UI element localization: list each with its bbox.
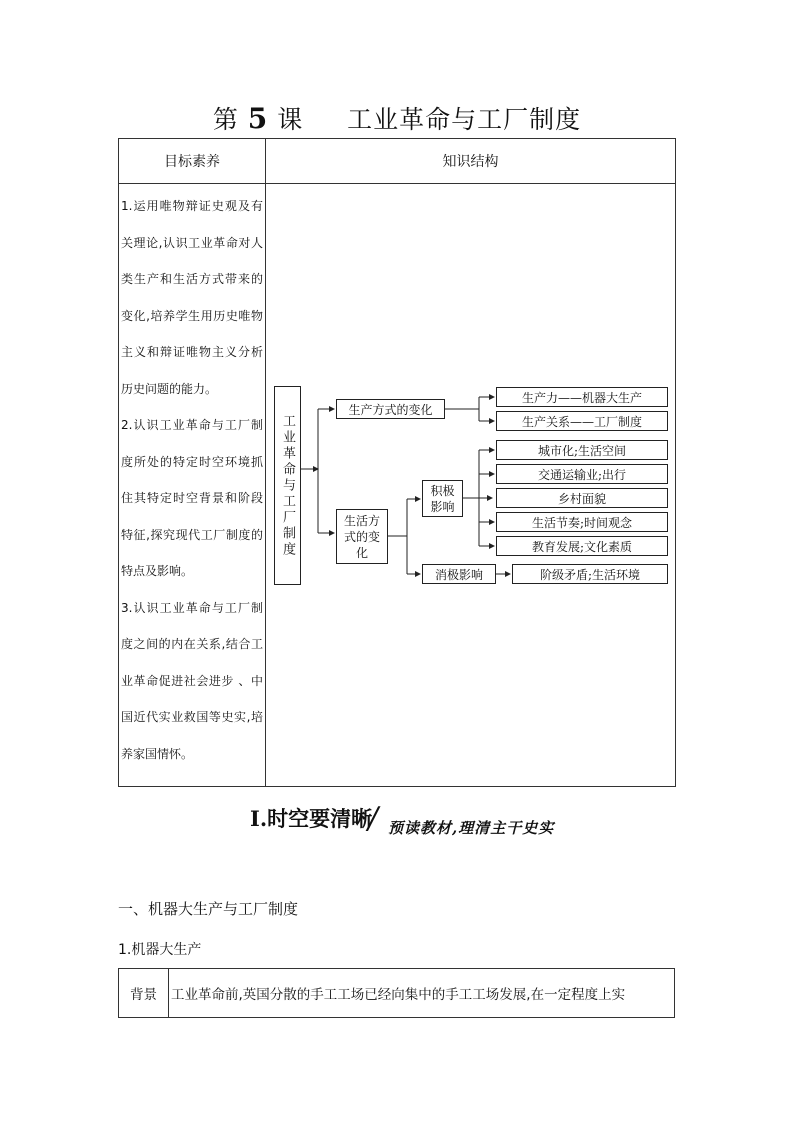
goals-cell [119, 184, 266, 787]
node-productivity: 生产力——机器大生产 [496, 387, 668, 407]
negative-item: 阶级矛盾;生活环境 [512, 564, 668, 584]
node-life: 生活方式的变化 [336, 509, 388, 564]
knowledge-structure-cell [266, 184, 676, 787]
positive-item: 教育发展;文化素质 [496, 536, 668, 556]
page-title [0, 100, 794, 136]
diagram-connectors [266, 184, 676, 788]
header-goals: 目标素养 [119, 139, 266, 184]
positive-item: 生活节奏;时间观念 [496, 512, 668, 532]
goal-item: 2.认识工业革命与工厂制度所处的特定时空环境抓住其特定时空背景和阶段特征,探究现代工厂制度的特点及影响。 [121, 418, 263, 578]
node-positive: 积极影响 [422, 480, 463, 517]
lesson-number: 5 [247, 102, 269, 135]
positive-item: 乡村面貌 [496, 488, 668, 508]
heading-level-2: 1.机器大生产 [118, 942, 202, 958]
slash-divider: / [368, 801, 379, 836]
node-negative: 消极影响 [422, 564, 496, 584]
section-title: Ⅰ.时空要清晰 [250, 806, 373, 831]
node-production: 生产方式的变化 [336, 399, 445, 419]
background-table [118, 968, 675, 1018]
node-relations: 生产关系——工厂制度 [496, 411, 668, 431]
goal-item: 1.运用唯物辩证史观及有关理论,认识工业革命对人类生产和生活方式带来的变化,培养学生用历史唯物主义和辩证唯物主义分析历史问题的能力。 [121, 199, 263, 396]
heading-level-1: 一、机器大生产与工厂制度 [118, 900, 299, 918]
lesson-title-text: 工业革命与工厂制度 [347, 105, 582, 134]
lesson-overview-table [118, 138, 676, 787]
section-header [0, 803, 794, 843]
header-structure: 知识结构 [266, 139, 676, 184]
positive-item: 交通运输业;出行 [496, 464, 668, 484]
goal-item: 3.认识工业革命与工厂制度之间的内在关系,结合工业革命促进社会进步 、中国近代实业救国等史实,培养家国情怀。 [121, 600, 263, 761]
lesson-unit: 课 [277, 105, 304, 134]
background-label: 背景 [119, 969, 169, 1018]
lesson-prefix: 第 [212, 105, 239, 134]
background-text: 工业革命前,英国分散的手工工场已经向集中的手工工场发展,在一定程度上实 [169, 969, 675, 1018]
root-node: 工业革命与工厂制度 [274, 386, 301, 585]
section-subtitle: 预读教材,理清主干史实 [388, 819, 555, 837]
positive-item: 城市化;生活空间 [496, 440, 668, 460]
